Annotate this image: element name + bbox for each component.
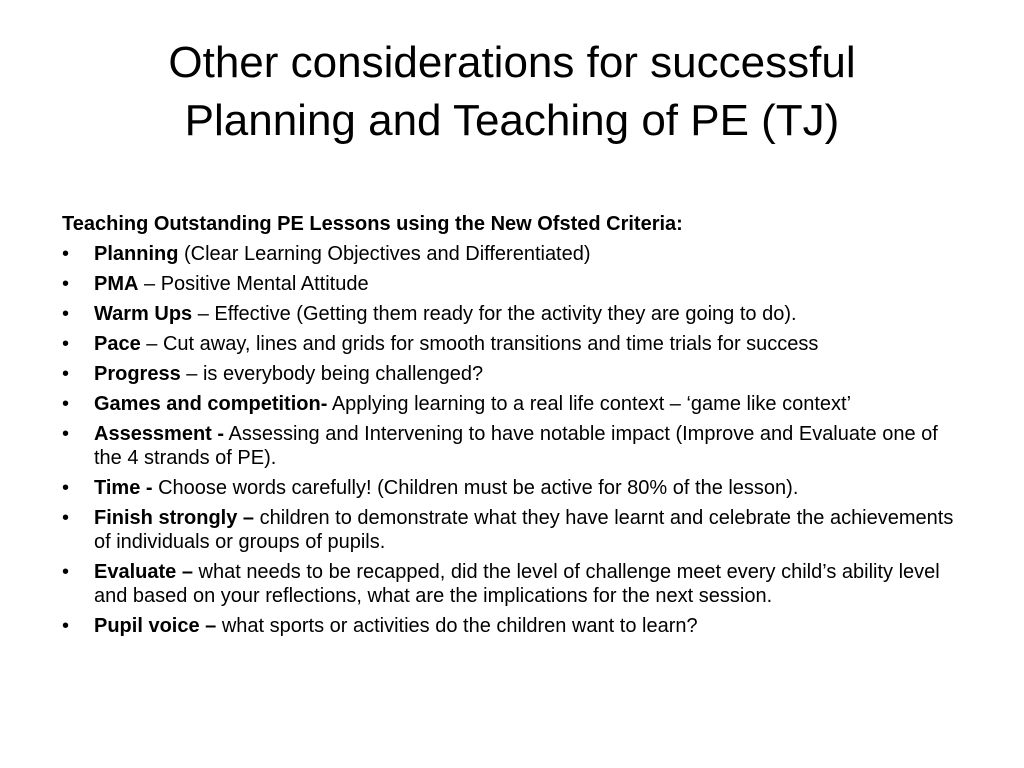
list-item xyxy=(62,392,962,416)
list-item xyxy=(62,560,962,608)
list-item xyxy=(62,332,962,356)
bullet-icon: • xyxy=(62,333,70,355)
slide-body xyxy=(62,212,962,644)
list-item xyxy=(62,506,962,554)
bullet-icon: • xyxy=(62,477,70,499)
item-term: Evaluate – xyxy=(94,561,193,583)
list-item xyxy=(62,614,962,638)
intro-heading: Teaching Outstanding PE Lessons using the New Ofsted Criteria: xyxy=(62,213,683,235)
item-text: – Positive Mental Attitude xyxy=(138,273,369,295)
list-item xyxy=(62,302,962,326)
item-text: (Clear Learning Objectives and Differentiated) xyxy=(178,243,591,265)
item-term: PMA xyxy=(94,273,139,295)
item-text: what needs to be recapped, did the level of challenge meet every child’s ability level and based on your reflections, what are the implications for the next session. xyxy=(94,561,940,607)
item-term: Pupil voice – xyxy=(94,615,217,637)
bullet-icon: • xyxy=(62,393,70,415)
list-item xyxy=(62,242,962,266)
item-term: Pace xyxy=(94,333,141,355)
item-text: Assessing and Intervening to have notable impact (Improve and Evaluate one of the 4 strands of PE). xyxy=(94,423,938,469)
item-text: Applying learning to a real life context – ‘game like context’ xyxy=(327,393,852,415)
item-term: Warm Ups xyxy=(94,303,193,325)
item-text: – Effective (Getting them ready for the activity they are going to do). xyxy=(192,303,797,325)
bullet-icon: • xyxy=(62,363,70,385)
item-term: Time - xyxy=(94,477,153,499)
bullet-icon: • xyxy=(62,615,70,637)
slide-title-line: Other considerations for successful xyxy=(168,38,856,87)
item-term: Finish strongly – xyxy=(94,507,255,529)
bullet-icon: • xyxy=(62,303,70,325)
item-text: Choose words carefully! (Children must be active for 80% of the lesson). xyxy=(152,477,799,499)
item-text: children to demonstrate what they have learnt and celebrate the achievements of individuals or groups of pupils. xyxy=(94,507,954,553)
slide-title-line: Planning and Teaching of PE (TJ) xyxy=(184,96,840,145)
bullet-icon: • xyxy=(62,561,70,583)
item-text: – Cut away, lines and grids for smooth transitions and time trials for success xyxy=(140,333,819,355)
list-item xyxy=(62,476,962,500)
list-item xyxy=(62,362,962,386)
item-term: Planning xyxy=(94,243,179,265)
item-term: Games and competition- xyxy=(94,393,328,415)
item-text: what sports or activities do the children want to learn? xyxy=(216,615,698,637)
item-term: Progress xyxy=(94,363,181,385)
item-term: Assessment - xyxy=(94,423,225,445)
item-text: – is everybody being challenged? xyxy=(180,363,484,385)
list-item xyxy=(62,422,962,470)
list-item xyxy=(62,272,962,296)
bullet-icon: • xyxy=(62,243,70,265)
bullet-list xyxy=(62,242,962,638)
bullet-icon: • xyxy=(62,273,70,295)
slide-title xyxy=(60,34,964,150)
bullet-icon: • xyxy=(62,507,70,529)
bullet-icon: • xyxy=(62,423,70,445)
